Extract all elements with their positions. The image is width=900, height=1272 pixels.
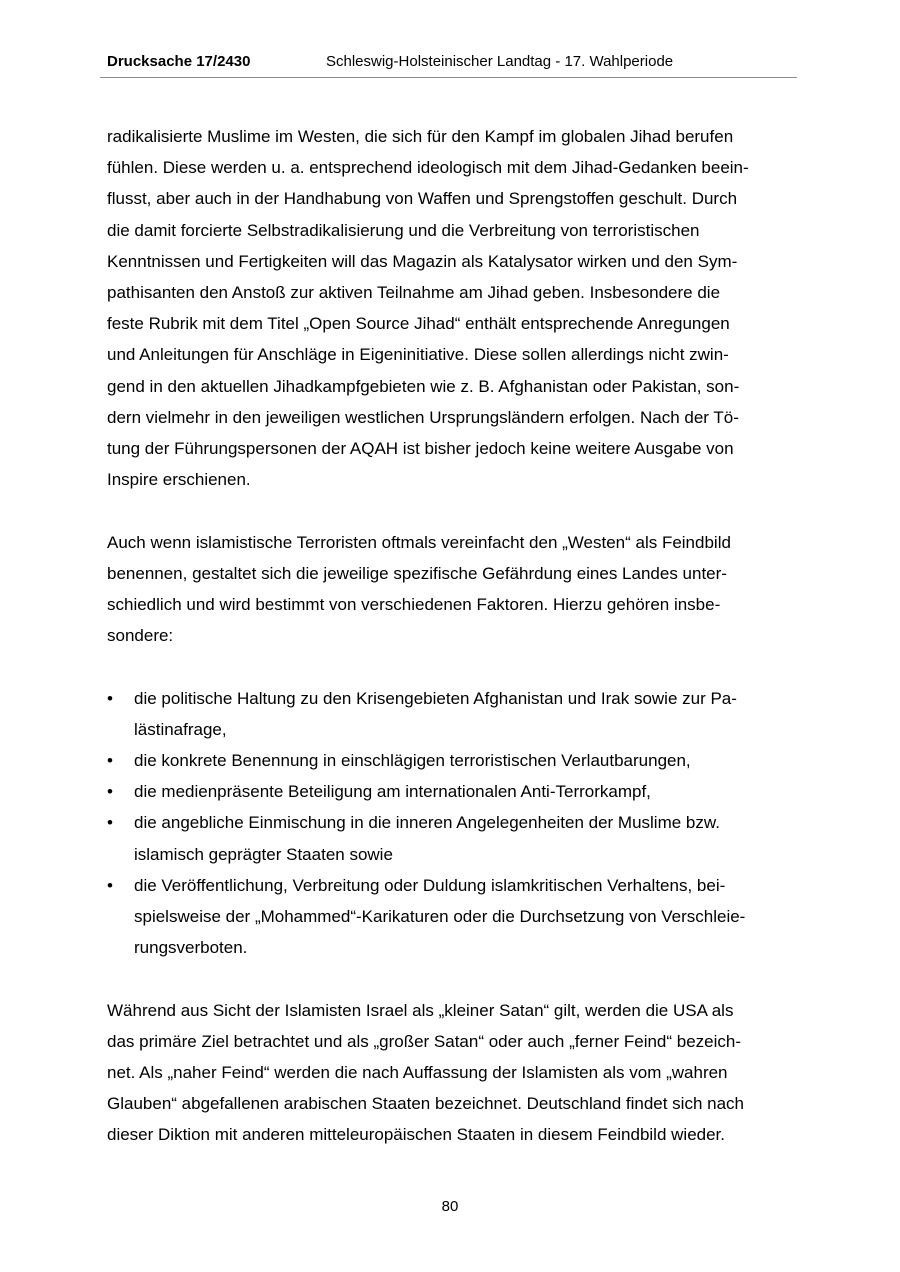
text-line: • die angebliche Einmischung in die inneren Angelegenheiten der Muslime bzw. [134,813,720,833]
text-line: Kenntnissen und Fertigkeiten will das Magazin als Katalysator wirken und den Sym- [107,251,738,271]
list-item [107,745,797,776]
text-line: feste Rubrik mit dem Titel „Open Source Jihad“ enthält entsprechende Anregungen [107,314,730,334]
text-line: radikalisierte Muslime im Westen, die sich für den Kampf im globalen Jihad berufen [107,127,734,146]
page-number: 80 [441,1198,459,1215]
text-line: flusst, aber auch in der Handhabung von Waffen und Sprengstoffen geschult. Durch [107,189,738,209]
text-line: net. Als „naher Feind“ werden die nach Auffassung der Islamisten als vom „wahren [107,1063,728,1083]
text-line: Glauben“ abgefallenen arabischen Staaten bezeichnet. Deutschland findet sich nach [107,1094,744,1114]
paragraph-inspire-magazine [107,121,797,495]
text-line: • die medienpräsente Beteiligung am internationalen Anti-Terrorkampf, [134,782,651,802]
list-item [107,776,797,807]
text-line: pathisanten den Anstoß zur aktiven Teilnahme am Jihad geben. Insbesondere die [107,283,721,303]
factor-list [107,683,797,964]
text-line: schiedlich und wird bestimmt von verschiedenen Faktoren. Hierzu gehören insbe- [107,595,721,615]
text-line: dern vielmehr in den jeweiligen westlichen Ursprungsländern erfolgen. Nach der Tö- [107,407,739,427]
text-line: Während aus Sicht der Islamisten Israel als „kleiner Satan“ gilt, werden die USA als [107,1000,734,1020]
text-line: und Anleitungen für Anschläge in Eigeninitiative. Diese sollen allerdings nicht zwin- [107,345,729,365]
text-line: die damit forcierte Selbstradikalisierung und die Verbreitung von terroristischen [107,220,700,240]
parliament-title: Schleswig-Holsteinischer Landtag - 17. Wahlperiode [326,53,674,70]
paragraph-enemy-image [107,995,797,1151]
text-line: gend in den aktuellen Jihadkampfgebieten wie z. B. Afghanistan oder Pakistan, son- [107,376,740,396]
text-line: sondere: [107,626,174,646]
text-line: fühlen. Diese werden u. a. entsprechend ideologisch mit dem Jihad-Gedanken beein- [107,158,749,178]
text-line: das primäre Ziel betrachtet und als „großer Satan“ oder auch „ferner Feind“ bezeich- [107,1031,742,1051]
text-line: islamisch geprägter Staaten sowie [134,844,393,864]
text-line: benennen, gestaltet sich die jeweilige spezifische Gefährdung eines Landes unter- [107,563,727,583]
paragraph-spacer [107,651,797,682]
document-body [107,121,797,1151]
text-line: Auch wenn islamistische Terroristen oftmals vereinfacht den „Westen“ als Feindbild [107,532,731,552]
list-item [107,870,797,964]
text-line: spielsweise der „Mohammed“-Karikaturen oder die Durchsetzung von Verschleie- [134,907,746,927]
paragraph-spacer [107,963,797,994]
text-line: Inspire erschienen. [107,470,251,490]
text-line: • die politische Haltung zu den Krisengebieten Afghanistan und Irak sowie zur Pa- [134,688,737,708]
text-line: • die Veröffentlichung, Verbreitung oder Duldung islamkritischen Verhaltens, bei- [134,875,726,895]
document-id: Drucksache 17/2430 [107,53,251,70]
list-item [107,683,797,745]
text-line: • die konkrete Benennung in einschlägigen terroristischen Verlautbarungen, [134,751,691,771]
page-header [100,50,797,78]
paragraph-spacer [107,495,797,526]
text-line: tung der Führungspersonen der AQAH ist bisher jedoch keine weitere Ausgabe von [107,439,734,459]
text-line: dieser Diktion mit anderen mitteleuropäischen Staaten in diesem Feindbild wieder. [107,1125,726,1145]
list-item [107,807,797,869]
paragraph-threat-factors [107,527,797,652]
text-line: rungsverboten. [134,938,248,958]
text-line: lästinafrage, [134,719,227,739]
